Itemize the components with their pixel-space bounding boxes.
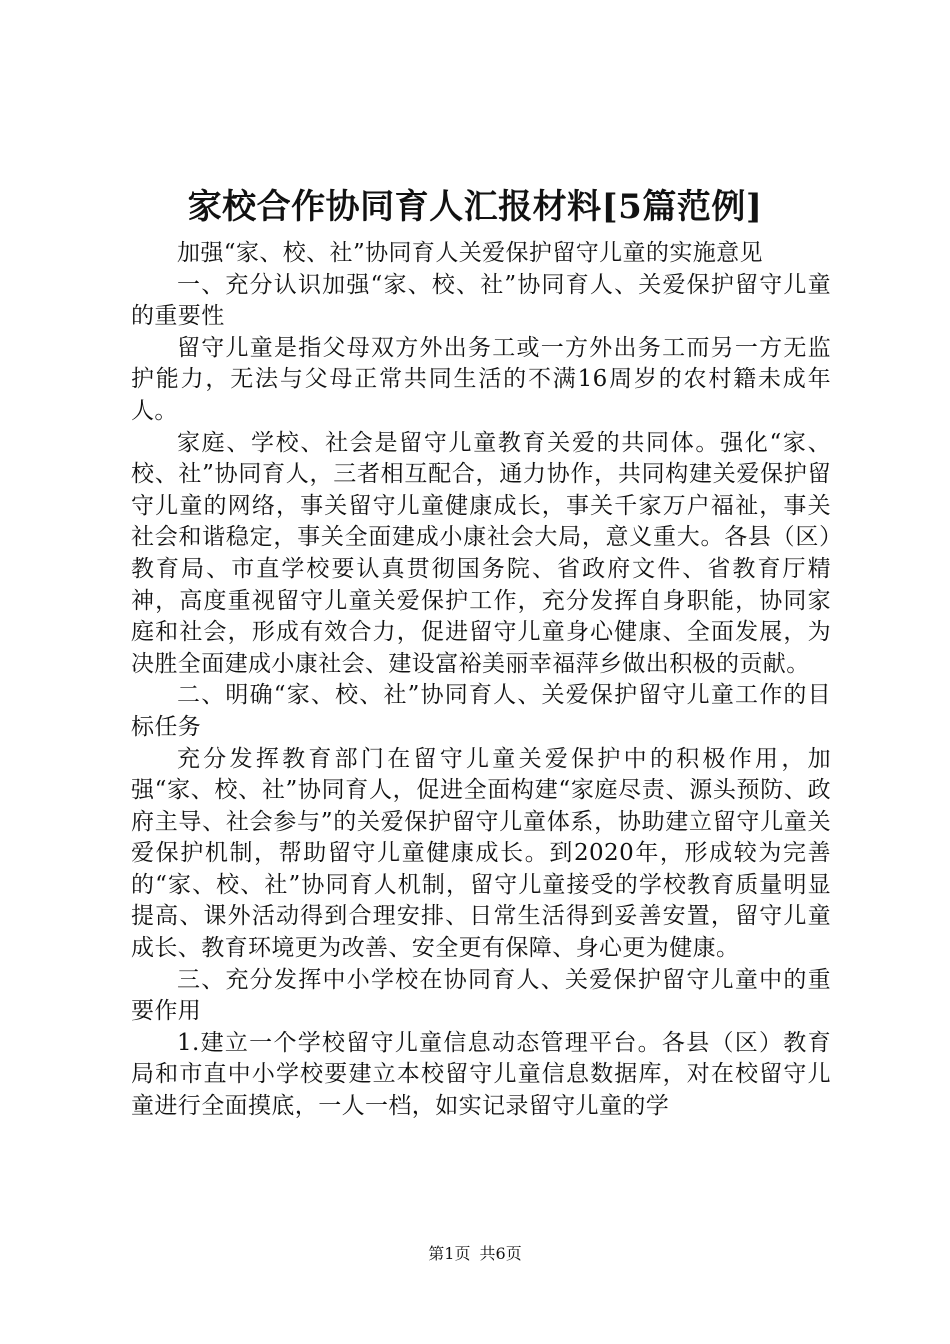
section-heading: 二、明确“家、校、社”协同育人、关爱保护留守儿童工作的目标任务 [131, 682, 831, 740]
document-body [131, 238, 831, 1123]
page-total: 共6页 [479, 1244, 522, 1263]
page-footer [0, 1242, 950, 1266]
paragraph: 加强“家、校、社”协同育人关爱保护留守儿童的实施意见 [177, 240, 763, 266]
paragraph: 充分发挥教育部门在留守儿童关爱保护中的积极作用，加强“家、校、社”协同育人，促进全面构建“家庭尽责、源头预防、政府主导、社会参与”的关爱保护留守儿童体系，协助建立留守儿童关爱保护机制，帮助留守儿童健康成长。到2020年，形成较为完善的“家、校、社”协同育人机制，留守儿童接受的学校教育质量明显提高、课外活动得到合理安排、日常生活得到妥善安置，留守儿童成长、教育环境更为改善、安全更有保障、身心更为健康。 [131, 745, 831, 962]
paragraph: 家庭、学校、社会是留守儿童教育关爱的共同体。强化“家、校、社”协同育人，三者相互配合，通力协作，共同构建关爱保护留守儿童的网络，事关留守儿童健康成长，事关千家万户福祉，事关社会和谐稳定，事关全面建成小康社会大局，意义重大。各县（区）教育局、市直学校要认真贯彻国务院、省政府文件、省教育厅精神，高度重视留守儿童关爱保护工作，充分发挥自身职能，协同家庭和社会，形成有效合力，促进留守儿童身心健康、全面发展，为决胜全面建成小康社会、建设富裕美丽幸福萍乡做出积极的贡献。 [131, 429, 831, 677]
section-heading: 三、充分发挥中小学校在协同育人、关爱保护留守儿童中的重要作用 [131, 966, 831, 1025]
document-title: 家校合作协同育人汇报材料[5篇范例] [187, 187, 763, 227]
page-number: 第1页 [428, 1244, 471, 1263]
paragraph: 1.建立一个学校留守儿童信息动态管理平台。各县（区）教育局和市直中小学校要建立本校留守儿童信息数据库，对在校留守儿童进行全面摸底，一人一档，如实记录留守儿童的学 [131, 1029, 831, 1120]
paragraph: 留守儿童是指父母双方外出务工或一方外出务工而另一方无监护能力，无法与父母正常共同生活的不满16周岁的农村籍未成年人。 [131, 334, 831, 424]
section-heading: 一、充分认识加强“家、校、社”协同育人、关爱保护留守儿童的重要性 [131, 271, 831, 330]
